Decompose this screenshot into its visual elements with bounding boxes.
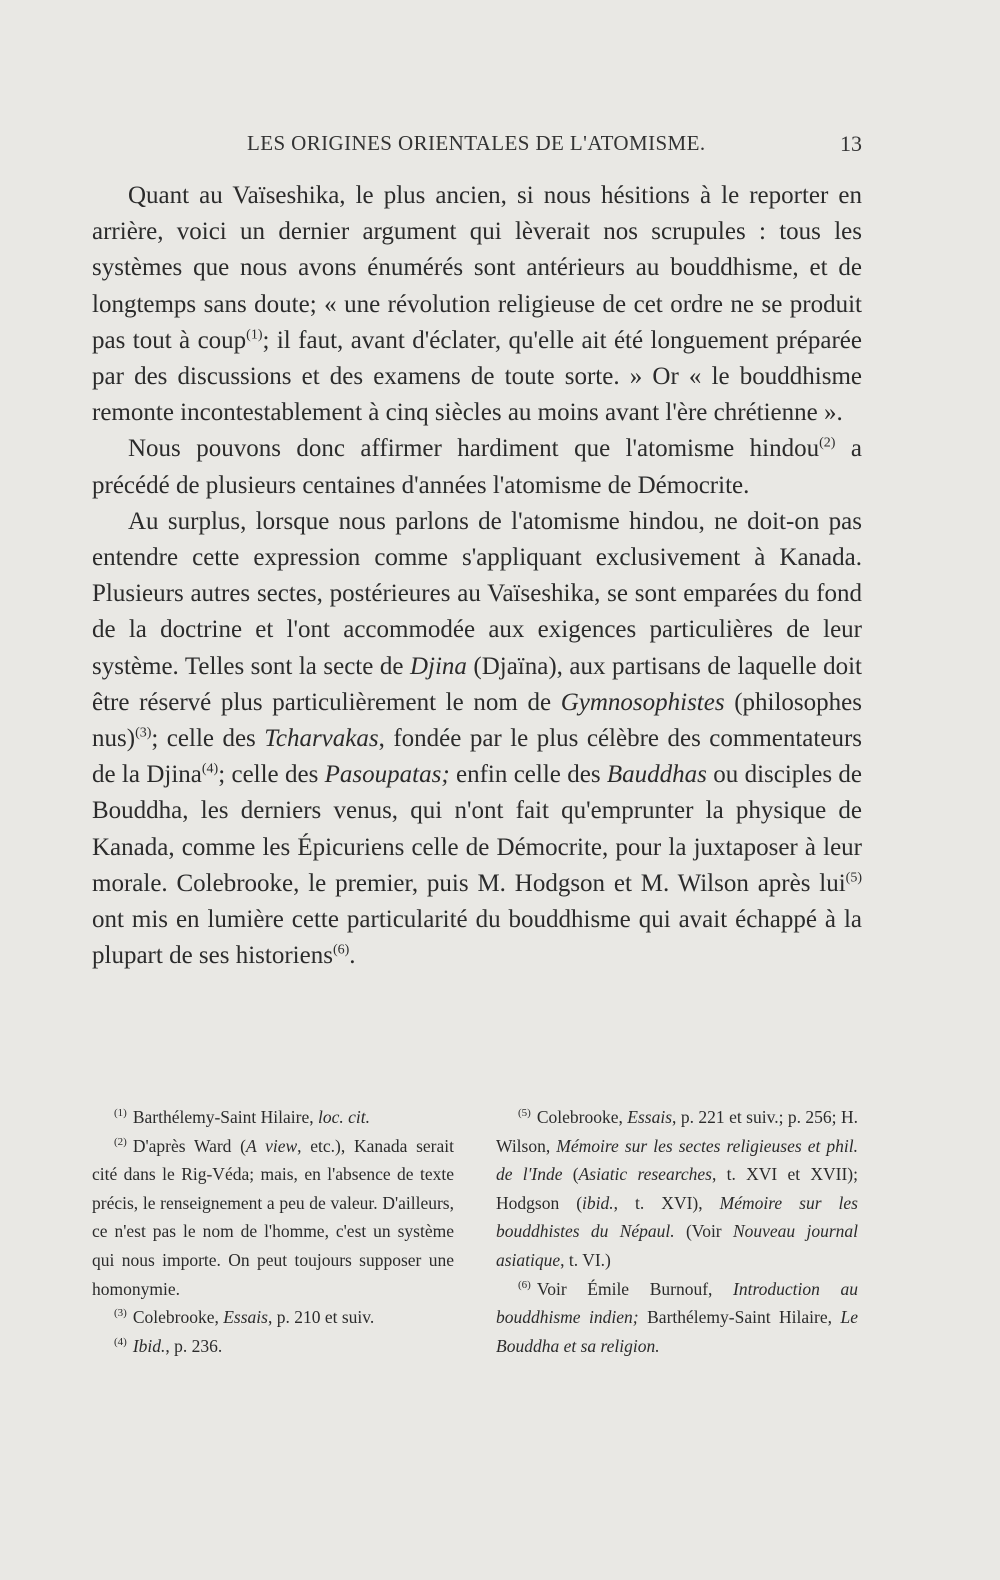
text-run: enfin celle des [449,761,607,789]
page-header [92,131,862,165]
text-run: ou disciples de Bouddha, les derniers venus, qui n'ont fait qu'emprunter la physique de Kanada, comme les Épicuriens celle de Démocrite, pour la juxtaposer à leur morale. Colebrooke, le premier, puis M. Hodgson et M. Wilson après lui [92,761,862,897]
text-run: ; celle des [151,725,265,753]
text-run: ; il faut, avant d'éclater, qu'elle ait été longuement préparée par des discussions et des examens de toute sorte. » Or « le bouddhisme remonte incontestablement à cinq siècles au moins avant l'ère chrétienne ». [92,326,862,427]
italic-run: Gymnosophistes [560,688,725,716]
footnote-2 [92,1132,454,1304]
text-run: , p. 210 et suiv. [267,1307,375,1328]
italic-run: Tcharvakas [264,725,379,753]
paragraph-2 [92,431,862,503]
italic-run: Asiatic researches [578,1164,712,1185]
italic-run: Mémoire sur les sectes religieuses et phil. de l'Inde [496,1135,858,1185]
text-run: Voir Émile Burnouf, [536,1278,734,1299]
text-run: , p. 236. [165,1335,223,1356]
footnote-3 [92,1303,454,1332]
footnote-mark: (6) [518,1278,531,1291]
footnote-column-right [496,1103,858,1360]
italic-run: Djina [409,652,467,680]
text-run: , etc.), Kanada serait cité dans le Rig-Véda; mais, en l'absence de texte précis, le renseignement a peu de valeur. D'ailleurs, ce n'est pas le nom de l'homme, c'est un système qui nous importe. On peut toujours supposer une homonymie. [92,1135,454,1299]
footnotes [92,1103,862,1413]
text-run: Au surplus, lorsque nous parlons de l'atomisme hindou, ne doit-on pas entendre cette expression comme s'appliquant exclusivement à Kanada. Plusieurs autres sectes, postérieures au Vaïseshika, se sont emparées du fond de la doctrine et l'ont accommodée aux exigences particulières de leur système. Telles sont la secte de [92,507,862,680]
text-run: a précédé de plusieurs centaines d'années l'atomisme de Démocrite. [92,435,862,499]
text-run: , t. XVI), [613,1192,720,1213]
footnote-mark: (3) [114,1307,127,1320]
text-run: D'après Ward ( [132,1135,246,1156]
footnote-ref: (1) [246,327,263,343]
footnote-ref: (5) [845,870,862,886]
italic-run: Bauddhas [606,761,707,789]
text-run: ( [562,1164,579,1185]
italic-run: A view [245,1135,298,1156]
text-run: (Djaïna), aux partisans de laquelle doit être réservé plus particulièrement le nom de [92,652,862,716]
italic-run: Pasoupatas; [324,761,450,789]
italic-run: Mémoire sur les bouddhistes du Népaul. [496,1192,858,1242]
italic-run: Le Bouddha et sa religion. [496,1307,858,1356]
text-run: Quant au Vaïseshika, le plus ancien, si nous hésitions à le reporter en arrière, voici un dernier argument qui lèverait nos scrupules : tous les systèmes que nous avons énumérés sont antérieurs au bouddhisme, et de longtemps sans doute; « une révolution religieuse de cet ordre ne se produit pas tout à coup [92,182,862,354]
page-number: 13 [840,131,862,156]
text-run: Barthélemy-Saint Hilaire, [132,1107,318,1127]
text-run: (philosophes nus) [92,688,862,753]
text-run: Barthélemy-Saint Hilaire, [638,1307,841,1328]
text-run: , t. VI.) [560,1249,611,1270]
footnote-ref: (3) [135,725,152,741]
italic-run: Ibid. [132,1335,166,1356]
text-run: Colebrooke, [536,1107,628,1127]
footnote-5 [496,1103,858,1275]
text-run: ; celle des [218,761,325,789]
main-text [92,178,862,974]
paragraph-1 [92,178,862,431]
footnote-1 [92,1103,454,1132]
footnote-4 [92,1332,454,1361]
italic-run: ibid. [582,1192,614,1213]
text-run: Colebrooke, [132,1307,224,1328]
footnote-mark: (5) [518,1107,531,1120]
italic-run: Nouveau journal asiatique [496,1221,859,1270]
footnote-ref: (2) [819,436,836,452]
running-title: LES ORIGINES ORIENTALES DE L'ATOMISME. [247,131,706,155]
text-run: (Voir [674,1221,733,1242]
footnote-mark: (2) [114,1135,127,1148]
footnote-column-left [92,1103,454,1360]
footnote-mark: (4) [114,1335,127,1348]
text-run: , p. 221 et suiv.; p. 256; H. Wilson, [496,1107,858,1156]
italic-run: Introduction au bouddhisme indien; [496,1278,858,1328]
text-run: ont mis en lumière cette particularité du bouddhisme qui avait échappé à la plupart de ses historiens [92,906,862,970]
italic-run: Essais [223,1307,268,1328]
text-run: , fondée par le plus célèbre des commentateurs de la Djina [92,725,862,789]
footnote-mark: (1) [114,1107,127,1120]
italic-run: Essais [627,1107,673,1127]
text-run: . [349,942,356,970]
italic-run: loc. cit. [317,1107,370,1127]
text-run: , t. XVI et XVII); Hodgson ( [496,1164,858,1213]
paragraph-3 [92,504,862,975]
footnote-ref: (4) [201,761,219,777]
footnote-ref: (6) [332,942,350,958]
footnote-6 [496,1275,858,1361]
text-run: Nous pouvons donc affirmer hardiment que l'atomisme hindou [128,435,820,463]
